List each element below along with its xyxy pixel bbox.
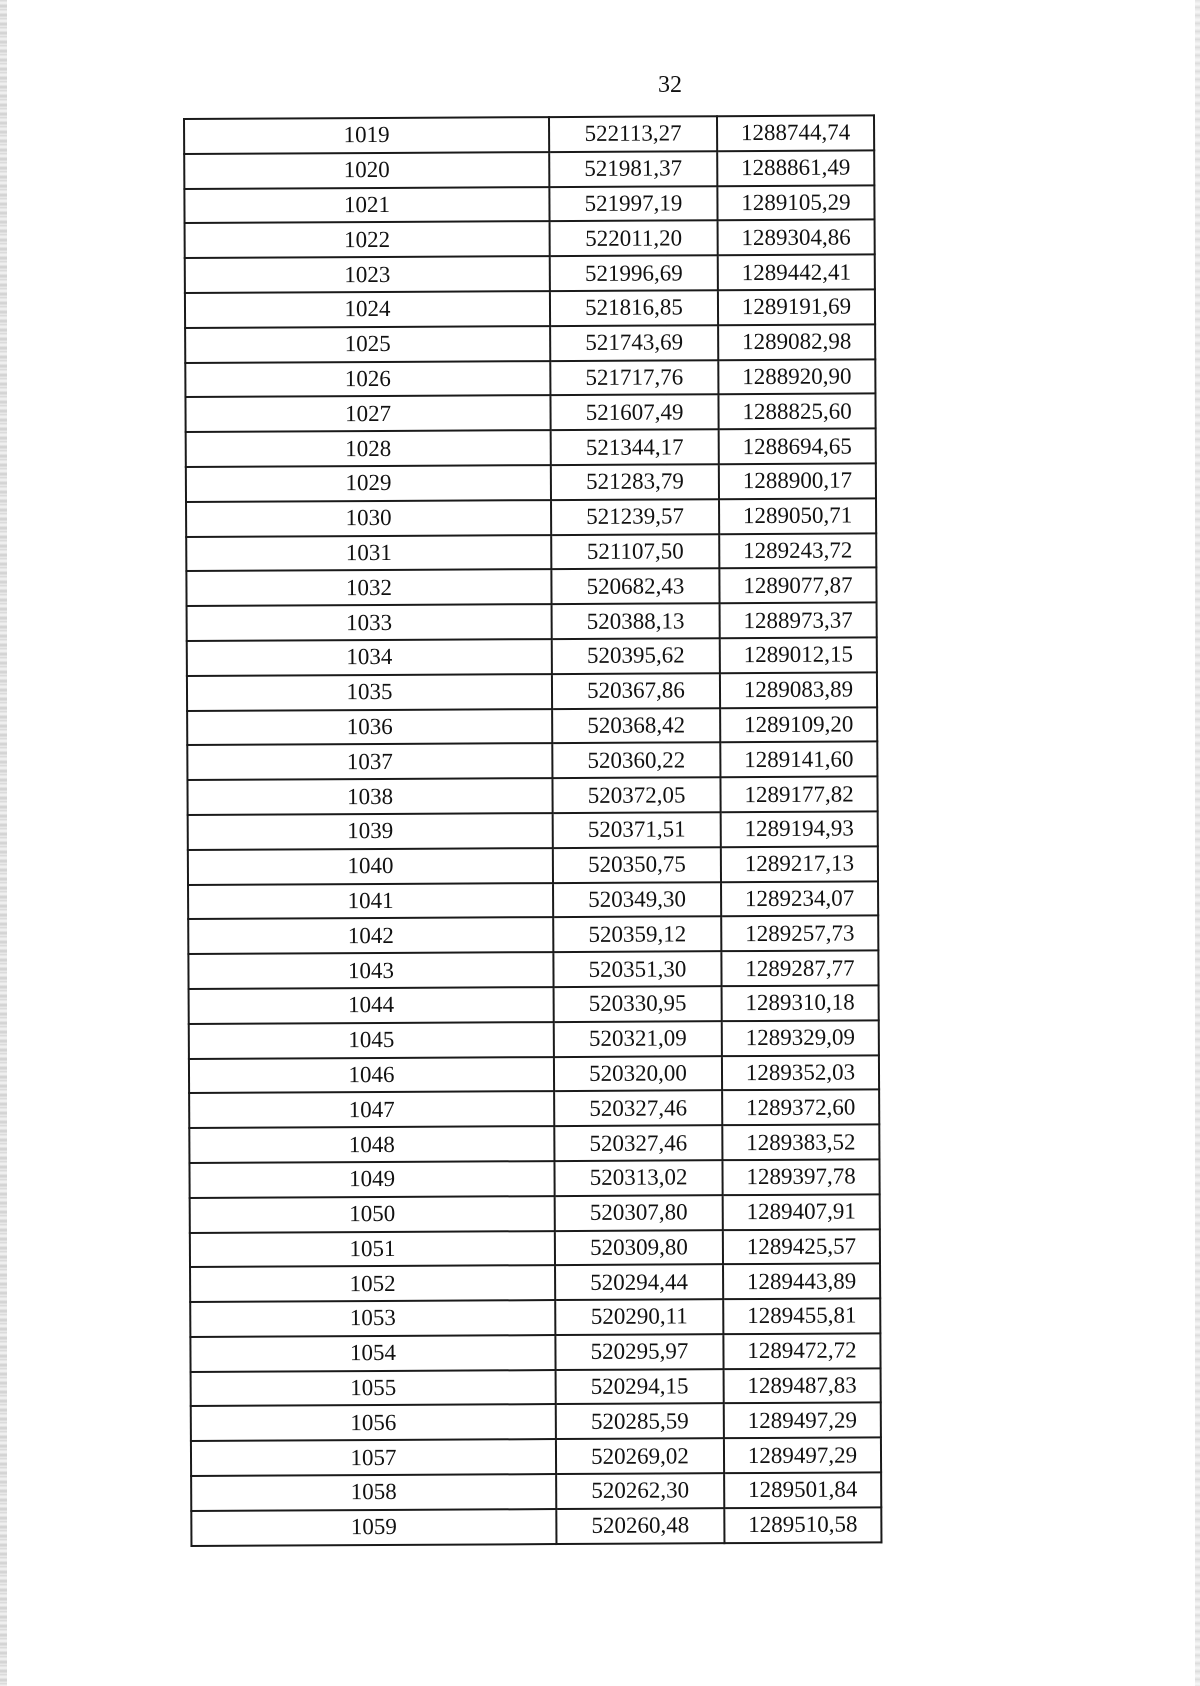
x-coordinate-cell: 520327,46	[554, 1125, 722, 1161]
y-coordinate-cell: 1289397,78	[722, 1159, 879, 1195]
y-coordinate-cell: 1289383,52	[722, 1124, 879, 1160]
point-id-cell: 1044	[189, 987, 554, 1024]
x-coordinate-cell: 521996,69	[550, 255, 718, 291]
y-coordinate-cell: 1288973,37	[720, 603, 877, 639]
y-coordinate-cell: 1289472,72	[723, 1333, 880, 1369]
y-coordinate-cell: 1289372,60	[722, 1090, 879, 1126]
point-id-cell: 1030	[186, 500, 551, 537]
y-coordinate-cell: 1288744,74	[717, 115, 874, 151]
table-row	[191, 1403, 881, 1441]
point-id-cell: 1053	[190, 1300, 555, 1337]
y-coordinate-cell: 1289105,29	[717, 185, 874, 221]
x-coordinate-cell: 521816,85	[550, 290, 718, 326]
table-row	[190, 1229, 880, 1267]
point-id-cell: 1041	[188, 883, 553, 920]
y-coordinate-cell: 1289109,20	[720, 707, 877, 743]
point-id-cell: 1046	[189, 1057, 554, 1094]
x-coordinate-cell: 520367,86	[552, 673, 720, 709]
table-row	[185, 220, 875, 258]
x-coordinate-cell: 520349,30	[553, 882, 721, 918]
x-coordinate-cell: 520327,46	[554, 1091, 722, 1127]
x-coordinate-cell: 520320,00	[554, 1056, 722, 1092]
point-id-cell: 1025	[185, 326, 550, 363]
y-coordinate-cell: 1289352,03	[722, 1055, 879, 1091]
table-row	[188, 881, 878, 919]
x-coordinate-cell: 520309,80	[555, 1230, 723, 1266]
y-coordinate-cell: 1289510,58	[724, 1507, 881, 1543]
x-coordinate-cell: 522011,20	[550, 221, 718, 257]
x-coordinate-cell: 520321,09	[554, 1021, 722, 1057]
y-coordinate-cell: 1288694,65	[719, 429, 876, 465]
table-body	[184, 115, 881, 1545]
y-coordinate-cell: 1289501,84	[724, 1472, 881, 1508]
table-row	[186, 498, 876, 536]
y-coordinate-cell: 1289407,91	[723, 1194, 880, 1230]
point-id-cell: 1054	[190, 1335, 555, 1372]
y-coordinate-cell: 1288825,60	[718, 394, 875, 430]
y-coordinate-cell: 1289257,73	[721, 916, 878, 952]
table-row	[190, 1264, 880, 1302]
y-coordinate-cell: 1289287,77	[721, 950, 878, 986]
point-id-cell: 1027	[185, 395, 550, 432]
point-id-cell: 1028	[186, 430, 551, 467]
x-coordinate-cell: 521607,49	[550, 395, 718, 431]
table-row	[191, 1438, 881, 1476]
x-coordinate-cell: 521344,17	[551, 429, 719, 465]
x-coordinate-cell: 520262,30	[556, 1473, 724, 1509]
point-id-cell: 1026	[185, 361, 550, 398]
point-id-cell: 1055	[191, 1370, 556, 1407]
table-row	[185, 394, 875, 432]
y-coordinate-cell: 1289217,13	[721, 846, 878, 882]
table-row	[187, 777, 877, 815]
point-id-cell: 1035	[187, 674, 552, 711]
table-row	[190, 1333, 880, 1371]
table-row	[185, 359, 875, 397]
point-id-cell: 1020	[184, 152, 549, 189]
point-id-cell: 1034	[187, 639, 552, 676]
x-coordinate-cell: 520269,02	[556, 1438, 724, 1474]
table-row	[184, 185, 874, 223]
table-row	[191, 1507, 881, 1545]
point-id-cell: 1024	[185, 291, 550, 328]
scan-edge-left	[0, 0, 7, 1686]
table-row	[186, 463, 876, 501]
page-number: 32	[658, 72, 682, 98]
point-id-cell: 1052	[190, 1265, 555, 1302]
table-row	[187, 707, 877, 745]
table-row	[189, 1159, 879, 1197]
point-id-cell: 1050	[190, 1196, 555, 1233]
y-coordinate-cell: 1289191,69	[718, 289, 875, 325]
y-coordinate-cell: 1289194,93	[721, 811, 878, 847]
x-coordinate-cell: 520360,22	[552, 743, 720, 779]
x-coordinate-cell: 520290,11	[555, 1299, 723, 1335]
table-row	[191, 1368, 881, 1406]
table-row	[189, 1090, 879, 1128]
table-row	[185, 324, 875, 362]
x-coordinate-cell: 520682,43	[551, 569, 719, 605]
x-coordinate-cell: 520371,51	[553, 812, 721, 848]
x-coordinate-cell: 521283,79	[551, 464, 719, 500]
table-row	[184, 150, 874, 188]
y-coordinate-cell: 1289455,81	[723, 1298, 880, 1334]
point-id-cell: 1031	[186, 535, 551, 572]
table-row	[185, 289, 875, 327]
point-id-cell: 1045	[189, 1022, 554, 1059]
y-coordinate-cell: 1289050,71	[719, 498, 876, 534]
table-row	[189, 1124, 879, 1162]
y-coordinate-cell: 1289083,89	[720, 672, 877, 708]
table-row	[189, 1020, 879, 1058]
point-id-cell: 1043	[188, 952, 553, 989]
y-coordinate-cell: 1289243,72	[719, 533, 876, 569]
point-id-cell: 1023	[185, 256, 550, 293]
x-coordinate-cell: 521743,69	[550, 325, 718, 361]
point-id-cell: 1057	[191, 1439, 556, 1476]
point-id-cell: 1019	[184, 117, 549, 154]
y-coordinate-cell: 1288900,17	[719, 463, 876, 499]
x-coordinate-cell: 520260,48	[556, 1508, 724, 1544]
y-coordinate-cell: 1289487,83	[724, 1368, 881, 1404]
x-coordinate-cell: 521107,50	[551, 534, 719, 570]
y-coordinate-cell: 1289082,98	[718, 324, 875, 360]
table-row	[188, 846, 878, 884]
table-row	[188, 916, 878, 954]
table-row	[186, 568, 876, 606]
table-row	[185, 255, 875, 293]
point-id-cell: 1049	[189, 1161, 554, 1198]
x-coordinate-cell: 521981,37	[549, 151, 717, 187]
y-coordinate-cell: 1289141,60	[720, 742, 877, 778]
x-coordinate-cell: 521997,19	[549, 186, 717, 222]
y-coordinate-cell: 1288920,90	[718, 359, 875, 395]
y-coordinate-cell: 1289310,18	[722, 985, 879, 1021]
y-coordinate-cell: 1289304,86	[718, 220, 875, 256]
y-coordinate-cell: 1289077,87	[719, 568, 876, 604]
point-id-cell: 1037	[187, 743, 552, 780]
y-coordinate-cell: 1289234,07	[721, 881, 878, 917]
point-id-cell: 1038	[187, 778, 552, 815]
point-id-cell: 1040	[188, 848, 553, 885]
point-id-cell: 1039	[188, 813, 553, 850]
x-coordinate-cell: 520388,13	[552, 603, 720, 639]
point-id-cell: 1058	[191, 1474, 556, 1511]
point-id-cell: 1047	[189, 1091, 554, 1128]
point-id-cell: 1036	[187, 709, 552, 746]
point-id-cell: 1042	[188, 917, 553, 954]
table-row	[187, 603, 877, 641]
x-coordinate-cell: 520294,15	[556, 1369, 724, 1405]
x-coordinate-cell: 520294,44	[555, 1264, 723, 1300]
x-coordinate-cell: 520285,59	[556, 1404, 724, 1440]
y-coordinate-cell: 1289497,29	[724, 1403, 881, 1439]
x-coordinate-cell: 520351,30	[553, 951, 721, 987]
y-coordinate-cell: 1289329,09	[722, 1020, 879, 1056]
table-row	[189, 1055, 879, 1093]
table-row	[190, 1298, 880, 1336]
point-id-cell: 1022	[185, 221, 550, 258]
coordinates-table	[183, 114, 882, 1546]
point-id-cell: 1029	[186, 465, 551, 502]
point-id-cell: 1021	[184, 187, 549, 224]
y-coordinate-cell: 1289177,82	[720, 777, 877, 813]
table-row	[187, 742, 877, 780]
point-id-cell: 1051	[190, 1231, 555, 1268]
x-coordinate-cell: 520307,80	[555, 1195, 723, 1231]
x-coordinate-cell: 520359,12	[553, 917, 721, 953]
point-id-cell: 1048	[189, 1126, 554, 1163]
table-row	[188, 811, 878, 849]
point-id-cell: 1033	[187, 604, 552, 641]
table-row	[187, 637, 877, 675]
x-coordinate-cell: 520368,42	[552, 708, 720, 744]
point-id-cell: 1056	[191, 1405, 556, 1442]
x-coordinate-cell: 520313,02	[554, 1160, 722, 1196]
table-row	[184, 115, 874, 153]
table-row	[186, 429, 876, 467]
y-coordinate-cell: 1289497,29	[724, 1438, 881, 1474]
table-row	[188, 950, 878, 988]
table-row	[186, 533, 876, 571]
y-coordinate-cell: 1289442,41	[718, 255, 875, 291]
x-coordinate-cell: 520350,75	[553, 847, 721, 883]
x-coordinate-cell: 521717,76	[550, 360, 718, 396]
x-coordinate-cell: 520395,62	[552, 638, 720, 674]
x-coordinate-cell: 520295,97	[555, 1334, 723, 1370]
table-row	[191, 1472, 881, 1510]
y-coordinate-cell: 1289443,89	[723, 1264, 880, 1300]
x-coordinate-cell: 521239,57	[551, 499, 719, 535]
x-coordinate-cell: 520372,05	[552, 777, 720, 813]
x-coordinate-cell: 522113,27	[549, 116, 717, 152]
y-coordinate-cell: 1288861,49	[717, 150, 874, 186]
x-coordinate-cell: 520330,95	[554, 986, 722, 1022]
point-id-cell: 1032	[186, 569, 551, 606]
table-row	[189, 985, 879, 1023]
table-row	[187, 672, 877, 710]
y-coordinate-cell: 1289012,15	[720, 637, 877, 673]
table-row	[190, 1194, 880, 1232]
scan-edge-right	[1195, 0, 1200, 1686]
point-id-cell: 1059	[191, 1509, 556, 1546]
y-coordinate-cell: 1289425,57	[723, 1229, 880, 1265]
